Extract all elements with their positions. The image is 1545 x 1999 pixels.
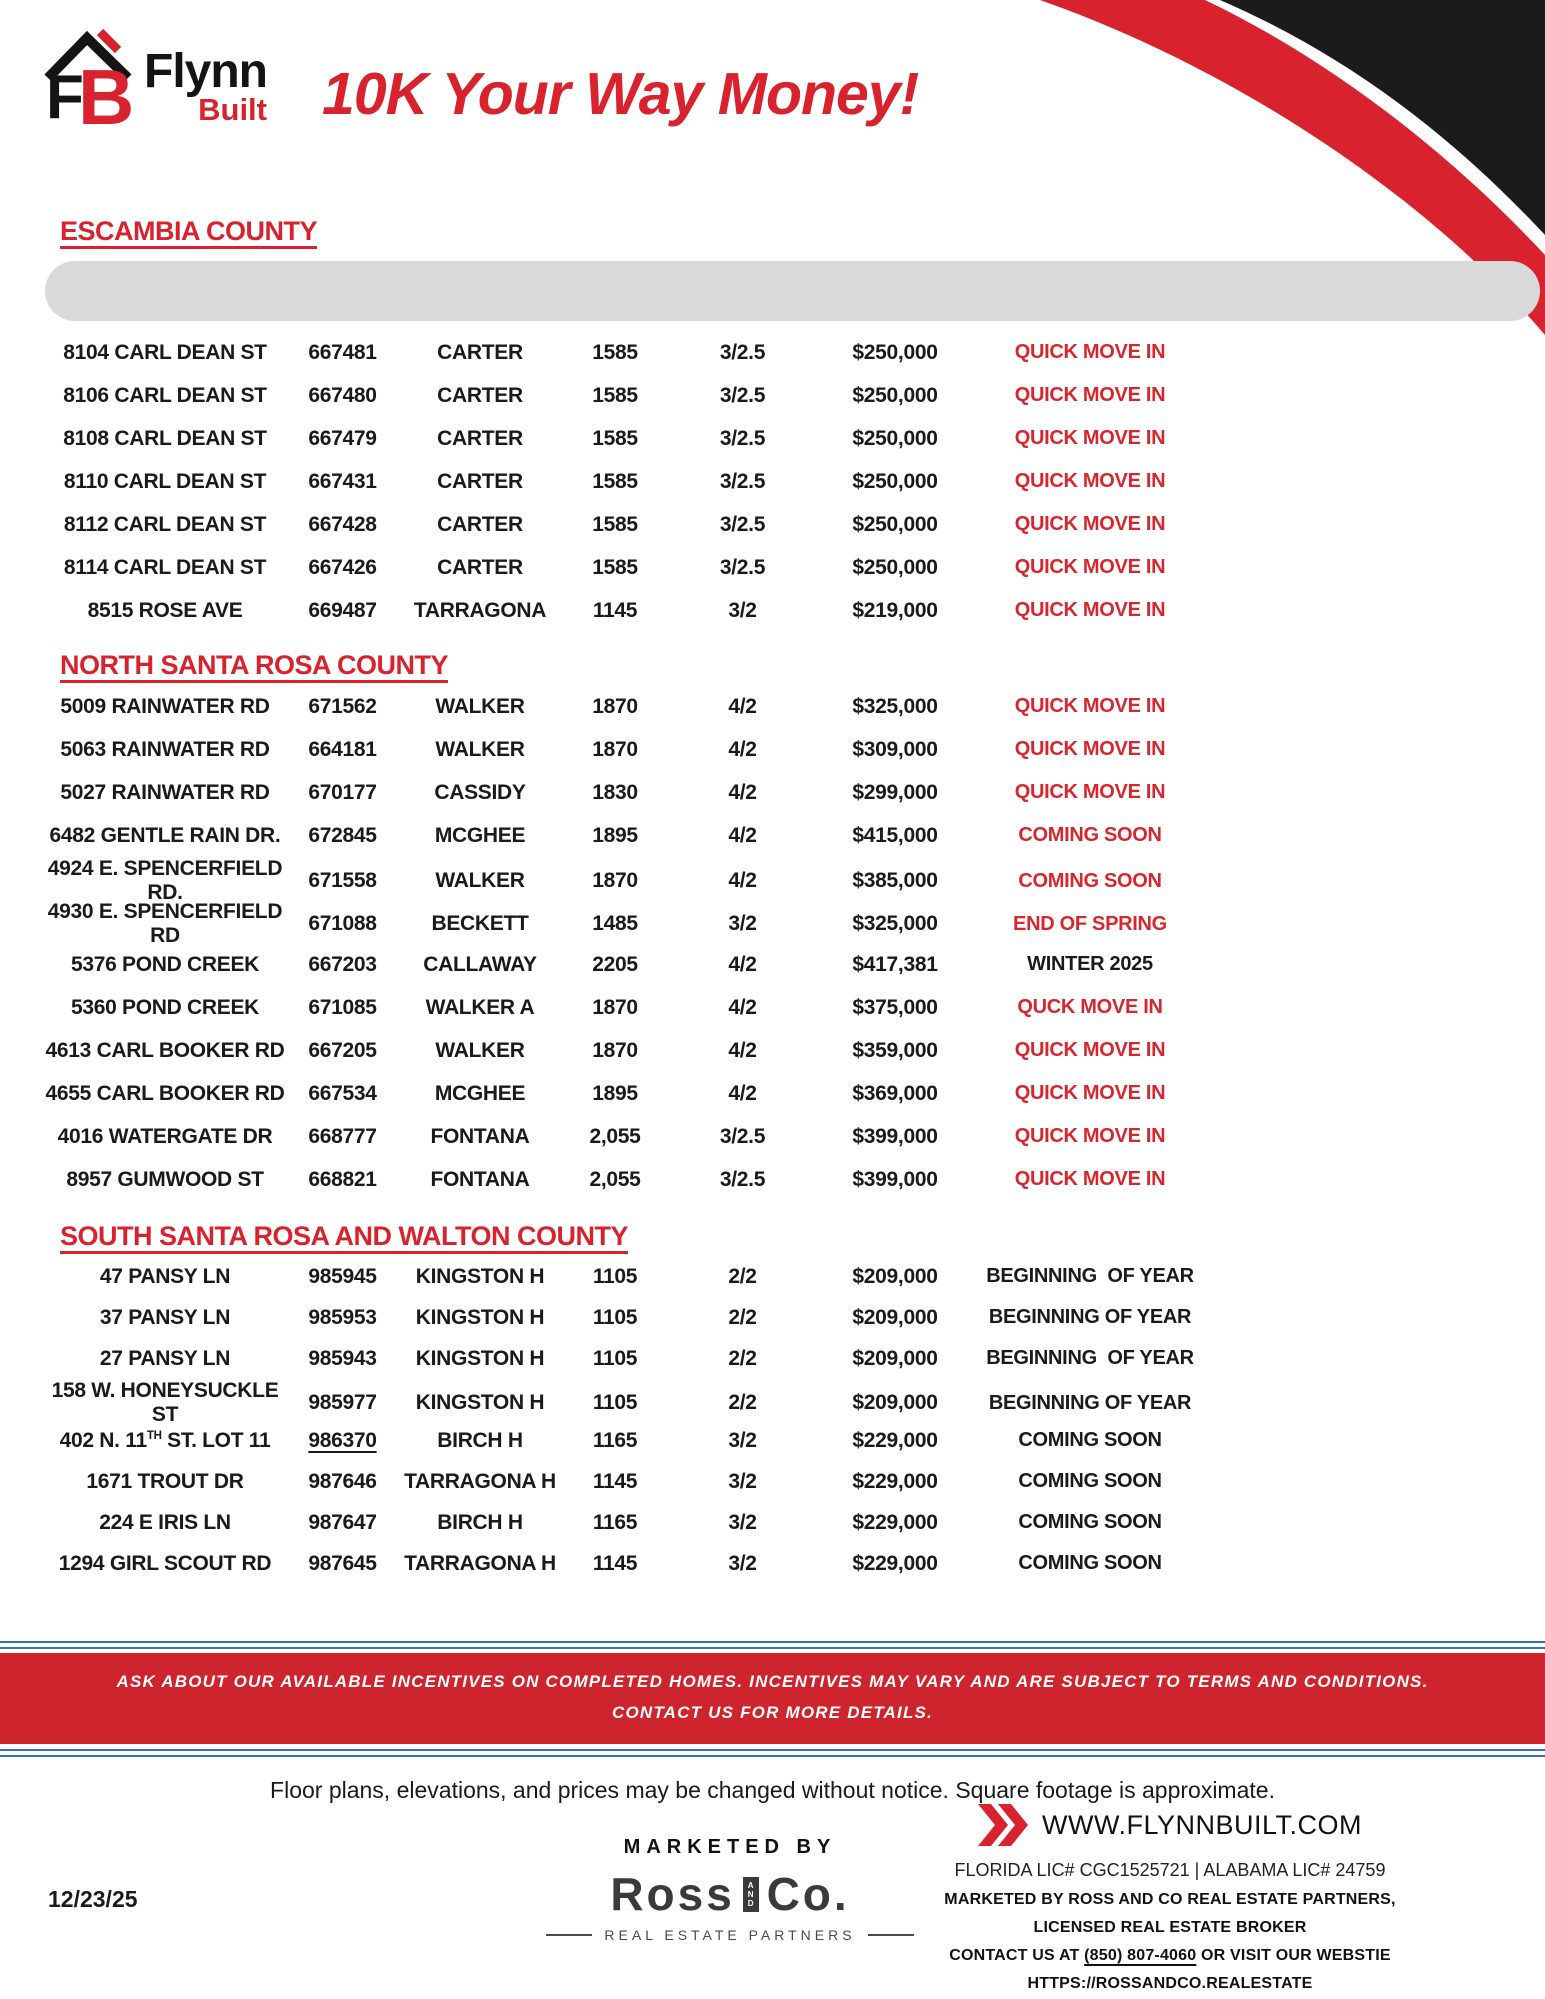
- cell-address: 4924 E. SPENCERFIELD RD.: [47, 857, 288, 904]
- flynn-contact-block: [850, 1804, 1490, 1993]
- cell-address: 5063 RAINWATER RD: [60, 737, 270, 761]
- divider-top: [0, 1641, 1545, 1649]
- cell-address: 224 E IRIS LN: [99, 1510, 231, 1534]
- cell-plan: TARRAGONA: [413, 598, 547, 622]
- cell-plan: CARTER: [437, 555, 523, 579]
- and-letter-n: N: [747, 1889, 754, 1899]
- cell-address: 4016 WATERGATE DR: [57, 1124, 273, 1148]
- cell-sqft: 1585: [592, 383, 638, 407]
- listing-row: [45, 771, 1545, 814]
- cell-sqft: 2,055: [589, 1167, 641, 1191]
- incentives-banner: [0, 1653, 1545, 1744]
- cell-address: 8106 CARL DEAN ST: [63, 383, 267, 407]
- cell-mls: 987647: [308, 1510, 377, 1534]
- section-rows: [0, 1256, 1545, 1584]
- cell-status: QUICK MOVE IN: [1014, 513, 1166, 535]
- cell-sqft: 1145: [592, 598, 638, 622]
- cell-bedbath: 3/2: [728, 1428, 757, 1452]
- and-letter-a: A: [747, 1880, 754, 1890]
- cell-mls: 671085: [308, 995, 377, 1019]
- footer: [0, 1804, 1545, 1999]
- contact-prefix: CONTACT US AT: [949, 1947, 1085, 1965]
- cell-price: $250,000: [852, 426, 938, 450]
- cell-status: COMING SOON: [1018, 1511, 1162, 1533]
- cell-mls: 672845: [308, 823, 377, 847]
- cell-address: 8104 CARL DEAN ST: [63, 340, 267, 364]
- cell-status: QUICK MOVE IN: [1014, 695, 1166, 717]
- cell-price: $219,000: [852, 598, 938, 622]
- cell-price: $250,000: [852, 555, 938, 579]
- cell-status: COMING SOON: [1018, 869, 1162, 892]
- cell-sqft: 1165: [592, 1428, 638, 1452]
- cell-sqft: 1105: [592, 1305, 638, 1329]
- cell-address: 37 PANSY LN: [99, 1305, 231, 1329]
- cell-plan: CARTER: [437, 512, 523, 536]
- cell-sqft: 1870: [592, 1038, 638, 1062]
- cell-status: QUICK MOVE IN: [1014, 1125, 1166, 1147]
- phone-number: (850) 807-4060: [1084, 1947, 1197, 1965]
- listing-row: [45, 503, 1545, 546]
- listing-row: [45, 1029, 1545, 1072]
- cell-price: $209,000: [852, 1346, 938, 1370]
- cell-bedbath: 4/2: [728, 869, 757, 892]
- cell-plan: MCGHEE: [434, 1081, 526, 1105]
- cell-mls: 987645: [308, 1551, 377, 1575]
- cell-price: $229,000: [852, 1469, 938, 1493]
- cell-sqft: 1485: [592, 912, 638, 935]
- cell-price: $369,000: [852, 1081, 938, 1105]
- broker-line-1: MARKETED BY ROSS AND CO REAL ESTATE PARTNERS,: [944, 1891, 1396, 1909]
- cell-plan: WALKER: [435, 737, 525, 761]
- cell-address: 402 N. 11TH ST. LOT 11: [59, 1428, 271, 1452]
- cell-sqft: 1585: [592, 426, 638, 450]
- listing-row: [45, 460, 1545, 503]
- cell-status: BEGINNING OF YEAR: [988, 1306, 1192, 1328]
- cell-address: 8110 CARL DEAN ST: [63, 469, 267, 493]
- cell-plan: TARRAGONA H: [404, 1551, 556, 1575]
- table-header-bar: [45, 261, 1540, 321]
- cell-price: $399,000: [852, 1124, 938, 1148]
- cell-plan: KINGSTON H: [415, 1305, 545, 1329]
- logo-letter-f: F: [46, 63, 84, 130]
- listing-row: [45, 1338, 1545, 1379]
- cell-mls: 985943: [308, 1346, 377, 1370]
- cell-plan: WALKER: [435, 869, 525, 892]
- cell-plan: MCGHEE: [434, 823, 526, 847]
- cell-sqft: 1870: [592, 737, 638, 761]
- cell-address: 8112 CARL DEAN ST: [63, 512, 267, 536]
- listing-row: [45, 857, 1545, 904]
- double-chevron-icon: [978, 1804, 1028, 1846]
- banner-line-1: ASK ABOUT OUR AVAILABLE INCENTIVES ON COMPLETED HOMES. INCENTIVES MAY VARY AND ARE SUBJECT TO TERMS AND CONDITIONS.: [116, 1672, 1429, 1691]
- cell-status: BEGINNING OF YEAR: [986, 1265, 1194, 1287]
- cell-bedbath: 2/2: [728, 1391, 757, 1414]
- disclaimer-text: Floor plans, elevations, and prices may be changed without notice. Square footage is approximate.: [270, 1777, 1275, 1804]
- cell-status: QUICK MOVE IN: [1014, 1168, 1166, 1190]
- listing-row: [45, 728, 1545, 771]
- cell-plan: KINGSTON H: [415, 1264, 545, 1288]
- cell-sqft: 1870: [592, 694, 638, 718]
- cell-sqft: 1105: [592, 1391, 638, 1414]
- rossandco-url: HTTPS://ROSSANDCO.REALESTATE: [1027, 1975, 1313, 1993]
- bottom-area: [0, 1641, 1545, 1999]
- logo-built-text: Built: [198, 92, 267, 127]
- cell-address: 27 PANSY LN: [99, 1346, 231, 1370]
- cell-bedbath: 2/2: [728, 1305, 757, 1329]
- cell-status: COMING SOON: [1018, 1552, 1162, 1574]
- marketed-by-label: MARKETED BY: [623, 1836, 837, 1859]
- broker-line-2: LICENSED REAL ESTATE BROKER: [1033, 1919, 1307, 1937]
- cell-bedbath: 4/2: [728, 995, 757, 1019]
- cell-sqft: 1870: [592, 995, 638, 1019]
- cell-plan: BIRCH H: [437, 1428, 523, 1452]
- cell-mls: 669487: [308, 598, 377, 622]
- cell-status: BEGINNING OF YEAR: [986, 1347, 1194, 1369]
- cell-plan: WALKER A: [425, 995, 535, 1019]
- cell-sqft: 1585: [592, 340, 638, 364]
- listing-row: [45, 943, 1545, 986]
- county-section: [0, 652, 1545, 1201]
- cell-address: 1671 TROUT DR: [86, 1469, 244, 1493]
- cell-bedbath: 2/2: [728, 1346, 757, 1370]
- cell-mls: 667480: [308, 383, 377, 407]
- cell-sqft: 1585: [592, 512, 638, 536]
- cell-status: QUICK MOVE IN: [1014, 599, 1166, 621]
- cell-plan: WALKER: [435, 1038, 525, 1062]
- ross-wordmark: Ross: [610, 1868, 735, 1921]
- cell-sqft: 1105: [592, 1346, 638, 1370]
- cell-sqft: 1145: [592, 1551, 638, 1575]
- cell-mls: 986370: [308, 1428, 377, 1452]
- cell-status: BEGINNING OF YEAR: [988, 1391, 1192, 1414]
- cell-plan: KINGSTON H: [415, 1346, 545, 1370]
- cell-sqft: 1895: [592, 823, 638, 847]
- cell-price: $250,000: [852, 512, 938, 536]
- cell-bedbath: 4/2: [728, 694, 757, 718]
- logo-flynn-text: Flynn: [144, 45, 267, 98]
- cell-sqft: 1145: [592, 1469, 638, 1493]
- cell-mls: 667428: [308, 512, 377, 536]
- cell-bedbath: 2/2: [728, 1264, 757, 1288]
- left-dash: [546, 1934, 592, 1936]
- cell-mls: 667479: [308, 426, 377, 450]
- cell-plan: FONTANA: [430, 1167, 530, 1191]
- cell-price: $250,000: [852, 469, 938, 493]
- cell-status: QUICK MOVE IN: [1014, 384, 1166, 406]
- cell-price: $229,000: [852, 1551, 938, 1575]
- listing-row: [45, 685, 1545, 728]
- flyer-date: 12/23/25: [48, 1886, 138, 1913]
- listing-row: [45, 1115, 1545, 1158]
- flynnbuilt-url: WWW.FLYNNBUILT.COM: [1042, 1809, 1362, 1840]
- listing-row: [45, 374, 1545, 417]
- cell-address: 5360 POND CREEK: [70, 995, 260, 1019]
- cell-mls: 670177: [308, 780, 377, 804]
- cell-bedbath: 3/2.5: [719, 469, 766, 493]
- cell-mls: 667203: [308, 952, 377, 976]
- cell-price: $375,000: [852, 995, 938, 1019]
- cell-price: $209,000: [852, 1264, 938, 1288]
- listing-row: [45, 814, 1545, 857]
- cell-price: $417,381: [852, 952, 938, 976]
- page-title: 10K Your Way Money!: [322, 61, 919, 127]
- cell-bedbath: 3/2.5: [719, 555, 766, 579]
- cell-sqft: 1585: [592, 469, 638, 493]
- cell-bedbath: 3/2.5: [719, 1124, 766, 1148]
- cell-bedbath: 4/2: [728, 737, 757, 761]
- website-row: [850, 1804, 1490, 1846]
- listing-row: [45, 1502, 1545, 1543]
- cell-mls: 668777: [308, 1124, 377, 1148]
- listing-row: [45, 1543, 1545, 1584]
- contact-line: [850, 1947, 1490, 1965]
- cell-bedbath: 3/2.5: [719, 512, 766, 536]
- cell-address: 4930 E. SPENCERFIELD RD: [47, 900, 288, 947]
- cell-status: QUICK MOVE IN: [1014, 427, 1166, 449]
- and-letter-d: D: [747, 1898, 754, 1908]
- section-heading: SOUTH SANTA ROSA AND WALTON COUNTY: [60, 1221, 628, 1251]
- logo-letter-b: B: [78, 53, 135, 130]
- listing-row: [45, 589, 1545, 632]
- cell-status: QUICK MOVE IN: [1014, 470, 1166, 492]
- listing-row: [45, 1072, 1545, 1115]
- cell-bedbath: 3/2.5: [719, 1167, 766, 1191]
- listing-row: [45, 1461, 1545, 1502]
- cell-mls: 667426: [308, 555, 377, 579]
- cell-bedbath: 3/2.5: [719, 426, 766, 450]
- cell-price: $209,000: [852, 1305, 938, 1329]
- cell-mls: 667431: [308, 469, 377, 493]
- cell-sqft: 2205: [592, 952, 638, 976]
- cell-address: 6482 GENTLE RAIN DR.: [49, 823, 281, 847]
- cell-address: 158 W. HONEYSUCKLE ST: [51, 1379, 284, 1426]
- listing-row: [45, 546, 1545, 589]
- cell-price: $309,000: [852, 737, 938, 761]
- listing-row: [45, 986, 1545, 1029]
- cell-plan: WALKER: [435, 694, 525, 718]
- cell-status: QUICK MOVE IN: [1014, 1082, 1166, 1104]
- cell-price: $299,000: [852, 780, 938, 804]
- cell-sqft: 1585: [592, 555, 638, 579]
- cell-mls: 671558: [308, 869, 377, 892]
- divider-bottom: [0, 1749, 1545, 1757]
- cell-status: QUICK MOVE IN: [1014, 556, 1166, 578]
- cell-price: $385,000: [852, 869, 938, 892]
- cell-price: $415,000: [852, 823, 938, 847]
- cell-status: QUICK MOVE IN: [1014, 781, 1166, 803]
- banner-line-2: CONTACT US FOR MORE DETAILS.: [611, 1702, 933, 1722]
- cell-bedbath: 3/2: [728, 912, 757, 935]
- cell-mls: 987646: [308, 1469, 377, 1493]
- cell-status: WINTER 2025: [1027, 953, 1153, 975]
- listing-row: [45, 900, 1545, 947]
- table-body: [0, 218, 1545, 1584]
- cell-bedbath: 4/2: [728, 780, 757, 804]
- partners-label: REAL ESTATE PARTNERS: [604, 1927, 856, 1944]
- listing-row: [45, 1158, 1545, 1201]
- cell-address: 1294 GIRL SCOUT RD: [58, 1551, 272, 1575]
- listing-row: [45, 1379, 1545, 1426]
- cell-plan: KINGSTON H: [415, 1391, 545, 1414]
- listing-row: [45, 1297, 1545, 1338]
- cell-price: $250,000: [852, 383, 938, 407]
- co-wordmark: Co.: [766, 1868, 850, 1921]
- cell-sqft: 1895: [592, 1081, 638, 1105]
- cell-mls: 671562: [308, 694, 377, 718]
- cell-address: 8957 GUMWOOD ST: [66, 1167, 264, 1191]
- cell-mls: 985953: [308, 1305, 377, 1329]
- cell-bedbath: 3/2: [728, 598, 757, 622]
- cell-address: 47 PANSY LN: [99, 1264, 231, 1288]
- cell-plan: BIRCH H: [437, 1510, 523, 1534]
- cell-address: 4613 CARL BOOKER RD: [45, 1038, 285, 1062]
- section-heading: NORTH SANTA ROSA COUNTY: [60, 650, 448, 680]
- cell-sqft: 2,055: [589, 1124, 641, 1148]
- cell-price: $359,000: [852, 1038, 938, 1062]
- cell-address: 5376 POND CREEK: [70, 952, 260, 976]
- cell-plan: BECKETT: [431, 912, 529, 935]
- cell-address: 8114 CARL DEAN ST: [63, 555, 267, 579]
- cell-bedbath: 3/2.5: [719, 383, 766, 407]
- listing-row: [45, 1256, 1545, 1297]
- cell-bedbath: 3/2: [728, 1469, 757, 1493]
- cell-plan: CARTER: [437, 383, 523, 407]
- cell-address: 5027 RAINWATER RD: [60, 780, 270, 804]
- cell-price: $399,000: [852, 1167, 938, 1191]
- cell-price: $229,000: [852, 1510, 938, 1534]
- cell-mls: 671088: [308, 912, 377, 935]
- cell-plan: CARTER: [437, 426, 523, 450]
- cell-bedbath: 3/2.5: [719, 340, 766, 364]
- cell-sqft: 1105: [592, 1264, 638, 1288]
- cell-price: $209,000: [852, 1391, 938, 1414]
- county-section: [0, 218, 1545, 632]
- section-rows: [0, 685, 1545, 1201]
- cell-status: END OF SPRING: [1013, 912, 1167, 935]
- cell-status: COMING SOON: [1018, 1470, 1162, 1492]
- cell-price: $325,000: [852, 694, 938, 718]
- cell-mls: 668821: [308, 1167, 377, 1191]
- cell-bedbath: 4/2: [728, 952, 757, 976]
- license-numbers: FLORIDA LIC# CGC1525721 | ALABAMA LIC# 24759: [954, 1860, 1386, 1881]
- cell-mls: 667205: [308, 1038, 377, 1062]
- cell-mls: 985945: [308, 1264, 377, 1288]
- cell-bedbath: 4/2: [728, 1038, 757, 1062]
- cell-address: 5009 RAINWATER RD: [60, 694, 270, 718]
- cell-mls: 985977: [308, 1391, 377, 1414]
- cell-sqft: 1870: [592, 869, 638, 892]
- and-badge: [743, 1877, 759, 1912]
- cell-mls: 667534: [308, 1081, 377, 1105]
- cell-plan: CARTER: [437, 340, 523, 364]
- cell-status: QUICK MOVE IN: [1014, 738, 1166, 760]
- cell-bedbath: 3/2: [728, 1551, 757, 1575]
- cell-address: 8108 CARL DEAN ST: [63, 426, 267, 450]
- cell-mls: 667481: [308, 340, 377, 364]
- cell-plan: TARRAGONA H: [404, 1469, 556, 1493]
- cell-bedbath: 3/2: [728, 1510, 757, 1534]
- listing-row: [45, 331, 1545, 374]
- cell-plan: CALLAWAY: [423, 952, 537, 976]
- cell-status: COMING SOON: [1018, 824, 1162, 846]
- cell-plan: FONTANA: [430, 1124, 530, 1148]
- cell-status: QUCK MOVE IN: [1017, 996, 1163, 1018]
- cell-price: $325,000: [852, 912, 938, 935]
- cell-price: $250,000: [852, 340, 938, 364]
- cell-plan: CASSIDY: [434, 780, 526, 804]
- section-rows: [0, 331, 1545, 632]
- cell-plan: CARTER: [437, 469, 523, 493]
- section-heading: ESCAMBIA COUNTY: [60, 216, 318, 246]
- cell-status: QUICK MOVE IN: [1014, 1039, 1166, 1061]
- cell-status: COMING SOON: [1018, 1429, 1162, 1451]
- county-section: [0, 1223, 1545, 1584]
- cell-mls: 664181: [308, 737, 377, 761]
- cell-bedbath: 4/2: [728, 823, 757, 847]
- cell-sqft: 1830: [592, 780, 638, 804]
- listing-row: [45, 417, 1545, 460]
- cell-bedbath: 4/2: [728, 1081, 757, 1105]
- cell-status: QUICK MOVE IN: [1014, 341, 1166, 363]
- cell-price: $229,000: [852, 1428, 938, 1452]
- cell-address: 4655 CARL BOOKER RD: [45, 1081, 285, 1105]
- contact-suffix: OR VISIT OUR WEBSTIE: [1196, 1947, 1391, 1965]
- cell-address: 8515 ROSE AVE: [87, 598, 243, 622]
- cell-sqft: 1165: [592, 1510, 638, 1534]
